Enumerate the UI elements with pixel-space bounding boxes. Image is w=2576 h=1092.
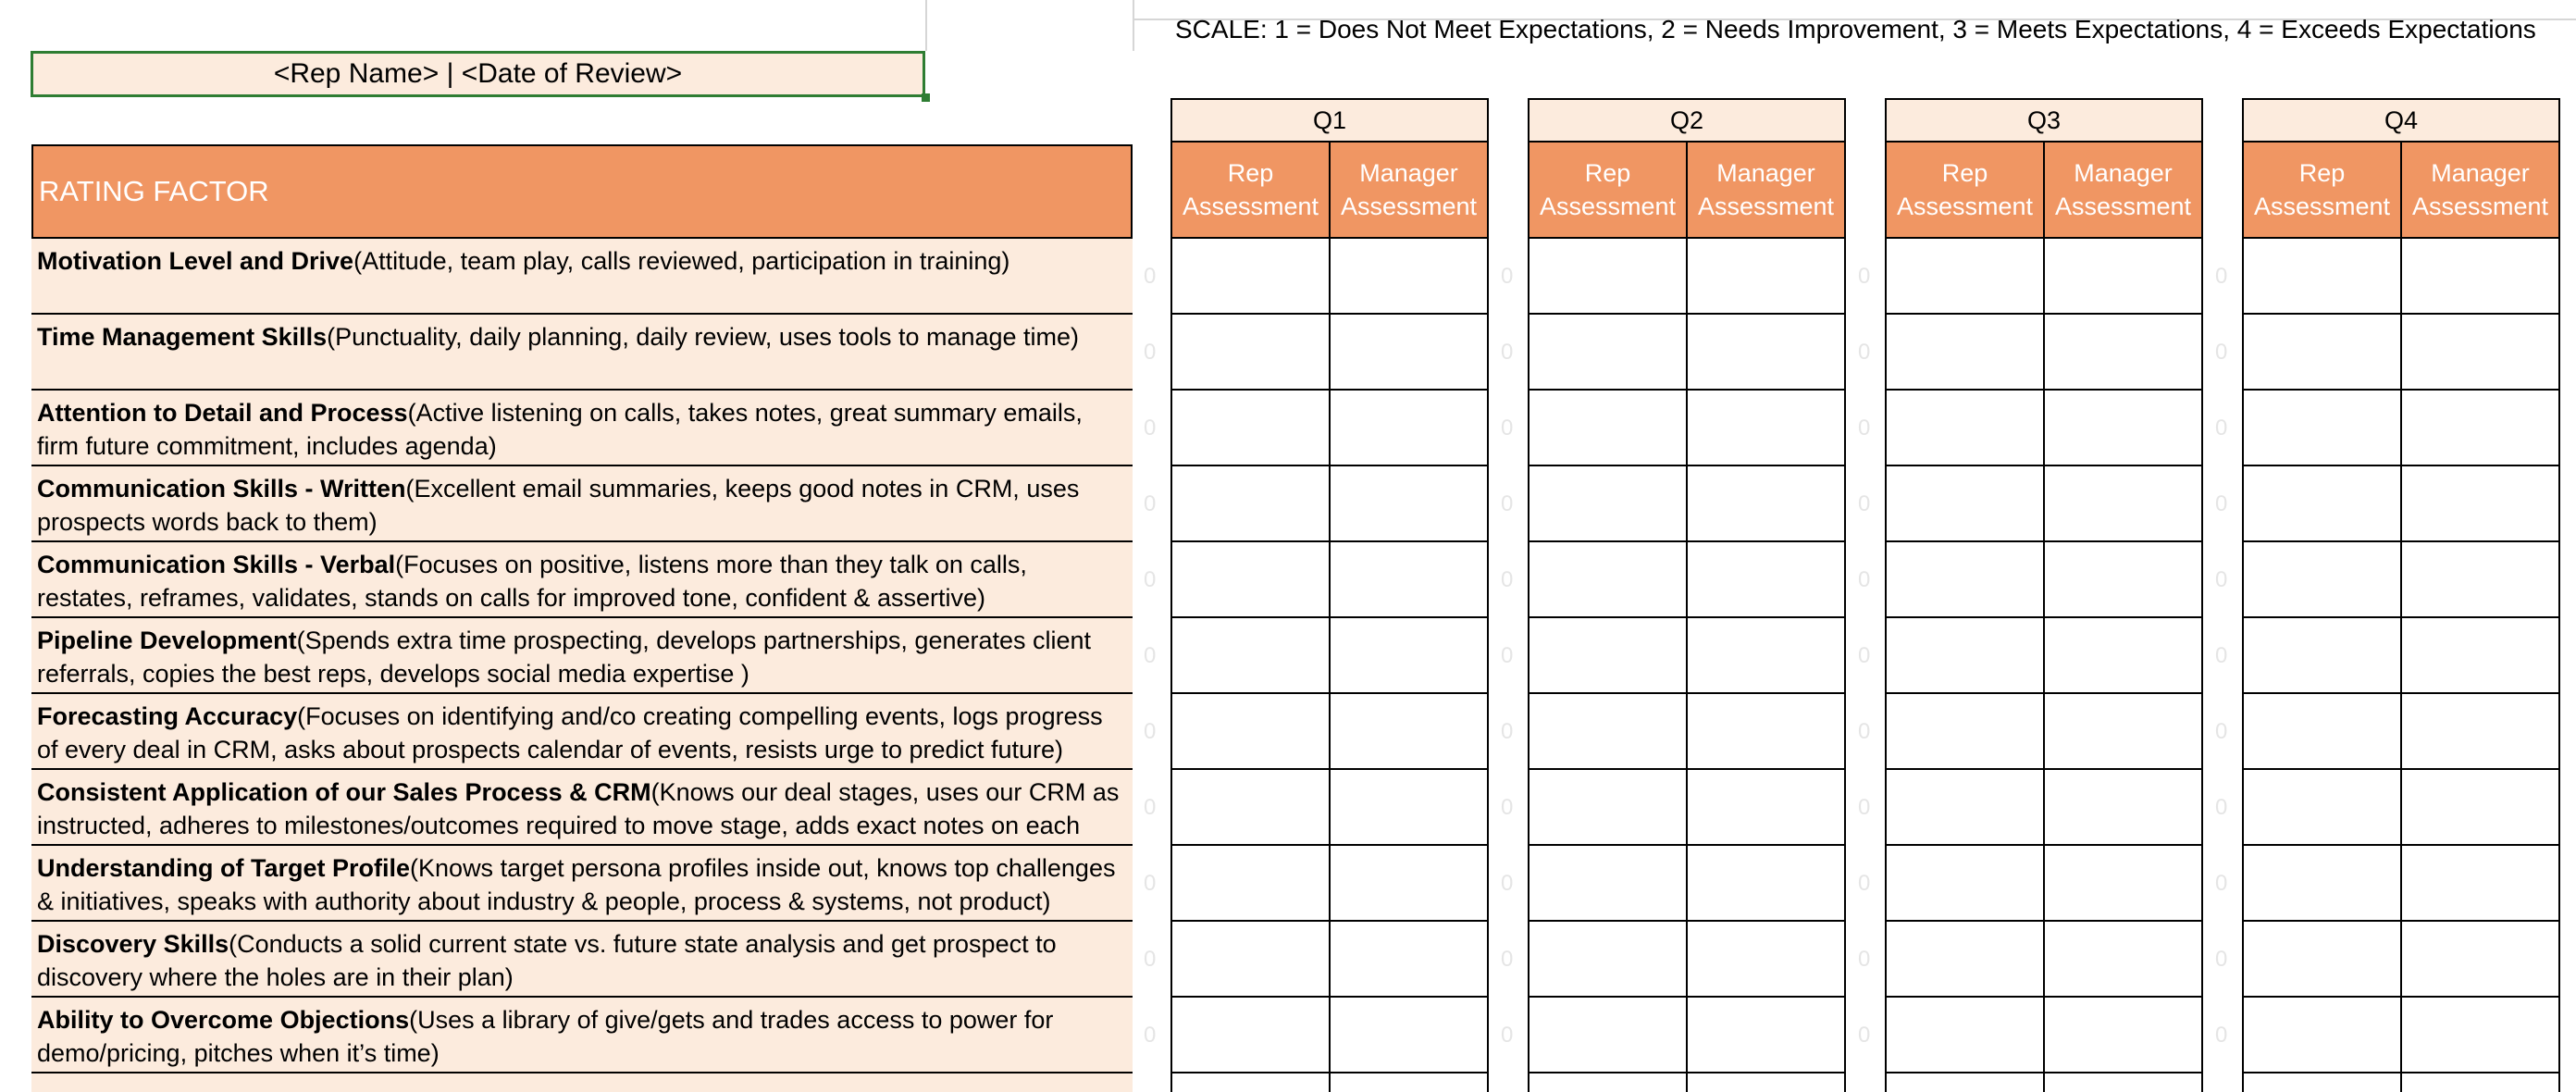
assessment-row [2242, 846, 2560, 922]
manager-score-cell[interactable] [1331, 239, 1489, 315]
assessment-row [1885, 542, 2203, 618]
rep-assessment-header[interactable]: Rep Assessment [2253, 159, 2391, 220]
quarter-block-q1 [1170, 98, 1489, 1092]
assessment-row [1528, 618, 1846, 694]
rep-score-cell[interactable] [2242, 770, 2402, 846]
manager-score-cell[interactable] [2402, 391, 2560, 466]
assessment-row [2242, 239, 2560, 315]
hidden-zero-value: 0 [1501, 340, 1514, 365]
hidden-zero-value: 0 [2215, 795, 2228, 820]
assessment-row [1170, 694, 1489, 770]
selection-fill-handle[interactable] [922, 93, 930, 102]
manager-score-cell[interactable] [1331, 542, 1489, 618]
rating-factor-name: Time Management Skills [37, 323, 328, 351]
hidden-zero-value: 0 [1144, 643, 1157, 668]
hidden-zero-value: 0 [1501, 1023, 1514, 1048]
rep-score-cell[interactable] [1528, 391, 1688, 466]
rating-factor-row[interactable] [31, 239, 1133, 315]
hidden-zero-value: 0 [1858, 264, 1871, 289]
rating-factor-name: Communication Skills - Verbal [37, 551, 396, 578]
assessment-row [1170, 239, 1489, 315]
hidden-zero-value: 0 [1858, 340, 1871, 365]
hidden-zero-value: 0 [1858, 491, 1871, 516]
rating-factor-description: (Knows our deal stages, uses our CRM as instructed, adheres to milestones/outcomes required to move stage, adds exact notes on each [37, 778, 1120, 839]
rating-factor-name: Communication Skills - Written [37, 475, 406, 503]
manager-score-cell[interactable] [1688, 770, 1846, 846]
rep-score-cell[interactable] [1528, 239, 1688, 315]
manager-score-cell[interactable] [1688, 391, 1846, 466]
rep-name-date-cell[interactable]: <Rep Name> | <Date of Review> [31, 51, 925, 97]
rep-score-cell[interactable] [1170, 998, 1331, 1073]
manager-score-cell[interactable] [2402, 542, 2560, 618]
manager-score-cell[interactable] [1688, 922, 1846, 998]
assessment-row [1170, 391, 1489, 466]
rep-score-cell[interactable] [1170, 770, 1331, 846]
assessment-row [1528, 846, 1846, 922]
assessment-row [1528, 542, 1846, 618]
hidden-zero-value: 0 [1501, 719, 1514, 744]
manager-score-cell[interactable] [1331, 694, 1489, 770]
assessment-row [1170, 922, 1489, 998]
rating-factor-row[interactable] [31, 618, 1133, 694]
rating-factor-name: Discovery Skills [37, 930, 229, 958]
hidden-zero-value: 0 [1144, 719, 1157, 744]
hidden-zero-value: 0 [2215, 1023, 2228, 1048]
rep-assessment-header[interactable]: Rep Assessment [1896, 159, 2034, 220]
hidden-zero-value: 0 [1501, 491, 1514, 516]
assessment-row [1170, 542, 1489, 618]
manager-score-cell[interactable] [1688, 315, 1846, 391]
assessment-row [1885, 618, 2203, 694]
assessment-row [1170, 846, 1489, 922]
rating-factor-description: (Spends extra time prospecting, develops partnerships, generates client referrals, copies the best reps, develops social media expertise ) [37, 627, 1092, 688]
hidden-zero-value: 0 [2215, 491, 2228, 516]
rep-score-cell[interactable] [2242, 922, 2402, 998]
assessment-row [1170, 466, 1489, 542]
manager-score-cell[interactable] [1331, 770, 1489, 846]
rep-score-cell[interactable] [2242, 391, 2402, 466]
hidden-zero-value: 0 [1144, 795, 1157, 820]
rep-score-cell[interactable] [1528, 466, 1688, 542]
manager-score-cell[interactable] [2045, 466, 2203, 542]
manager-score-cell[interactable] [2045, 542, 2203, 618]
hidden-zero-value: 0 [2215, 719, 2228, 744]
hidden-zero-value: 0 [1501, 871, 1514, 896]
quarter-block-q2 [1528, 98, 1846, 1092]
hidden-zero-value: 0 [2215, 416, 2228, 441]
assessment-row [1528, 466, 1846, 542]
rating-factor-row[interactable] [31, 694, 1133, 770]
rating-factor-name: Pipeline Development [37, 627, 297, 654]
rating-factor-row[interactable] [31, 998, 1133, 1073]
assessment-row [1885, 315, 2203, 391]
assessment-row [1528, 315, 1846, 391]
assessment-row [1528, 998, 1846, 1073]
manager-score-cell[interactable] [1688, 239, 1846, 315]
rep-score-cell[interactable] [1885, 239, 2045, 315]
assessment-row [1170, 1073, 1489, 1092]
assessment-row [1885, 466, 2203, 542]
rep-score-cell[interactable] [2242, 315, 2402, 391]
assessment-row [1528, 391, 1846, 466]
rep-score-cell[interactable] [1170, 618, 1331, 694]
manager-score-cell[interactable] [2045, 315, 2203, 391]
rating-factor-header[interactable]: RATING FACTOR [31, 144, 1133, 239]
manager-assessment-header[interactable]: Manager Assessment [1329, 143, 1487, 237]
hidden-zero-value: 0 [1501, 947, 1514, 972]
manager-score-cell[interactable] [2045, 998, 2203, 1073]
assessment-header-row [1528, 143, 1846, 239]
assessment-row [1528, 694, 1846, 770]
rating-factor-name: Ability to Overcome Objections [37, 1006, 410, 1034]
manager-score-cell[interactable] [2402, 315, 2560, 391]
hidden-zero-value: 0 [2215, 264, 2228, 289]
rep-score-cell[interactable] [1528, 542, 1688, 618]
assessment-row [1885, 922, 2203, 998]
manager-score-cell[interactable] [2045, 239, 2203, 315]
hidden-zero-value: 0 [2215, 871, 2228, 896]
hidden-zero-value: 0 [1144, 491, 1157, 516]
manager-score-cell[interactable] [2045, 618, 2203, 694]
rep-score-cell[interactable] [1528, 694, 1688, 770]
assessment-row [1885, 239, 2203, 315]
rep-assessment-header[interactable]: Rep Assessment [1539, 159, 1677, 220]
rep-score-cell[interactable] [2242, 618, 2402, 694]
manager-score-cell[interactable] [2402, 618, 2560, 694]
manager-score-cell[interactable] [2402, 466, 2560, 542]
manager-score-cell[interactable] [1688, 618, 1846, 694]
assessment-row [1528, 1073, 1846, 1092]
rep-score-cell[interactable] [1528, 315, 1688, 391]
hidden-zero-value: 0 [1858, 719, 1871, 744]
rating-factor-name: Understanding of Target Profile [37, 854, 411, 882]
manager-assessment-header[interactable]: Manager Assessment [1686, 143, 1844, 237]
hidden-zero-value: 0 [2215, 567, 2228, 592]
hidden-zero-value: 0 [1501, 567, 1514, 592]
manager-score-cell[interactable] [1688, 466, 1846, 542]
rating-factor-name: Forecasting Accuracy [37, 702, 298, 730]
manager-score-cell[interactable] [1688, 998, 1846, 1073]
rating-factor-description: (Conducts a solid current state vs. future state analysis and get prospect to discovery where the holes are in their plan) [37, 930, 1057, 991]
assessment-row [2242, 391, 2560, 466]
rep-score-cell[interactable] [2242, 998, 2402, 1073]
manager-score-cell[interactable] [1688, 846, 1846, 922]
manager-score-cell[interactable] [2045, 770, 2203, 846]
rating-factor-row[interactable] [31, 770, 1133, 846]
quarter-header[interactable]: Q3 [1885, 98, 2203, 143]
rating-factor-description: (Attitude, team play, calls reviewed, participation in training) [353, 247, 1010, 275]
rating-factor-row[interactable] [31, 466, 1133, 542]
hidden-zero-value: 0 [1501, 416, 1514, 441]
rating-factor-description: (Excellent email summaries, keeps good notes in CRM, uses prospects words back to them) [37, 475, 1080, 536]
rating-factor-row[interactable] [31, 846, 1133, 922]
rep-score-cell[interactable] [2242, 694, 2402, 770]
rep-score-cell[interactable] [1885, 618, 2045, 694]
manager-score-cell[interactable] [2045, 846, 2203, 922]
rep-score-cell[interactable] [1170, 1073, 1331, 1092]
rep-score-cell[interactable] [1528, 770, 1688, 846]
rep-score-cell[interactable] [1170, 391, 1331, 466]
quarter-header[interactable]: Q1 [1170, 98, 1489, 143]
manager-score-cell[interactable] [1331, 466, 1489, 542]
rep-score-cell[interactable] [1885, 770, 2045, 846]
rating-factor-row[interactable] [31, 315, 1133, 391]
assessment-row [2242, 770, 2560, 846]
rating-factor-name: Consistent Application of our Sales Process & CRM [37, 778, 651, 806]
rep-score-cell[interactable] [1885, 694, 2045, 770]
rep-score-cell[interactable] [1170, 922, 1331, 998]
hidden-zero-value: 0 [1858, 643, 1871, 668]
hidden-zero-value: 0 [1501, 795, 1514, 820]
manager-score-cell[interactable] [2045, 1073, 2203, 1092]
assessment-row [2242, 694, 2560, 770]
assessment-row [2242, 315, 2560, 391]
assessment-row [1885, 1073, 2203, 1092]
manager-score-cell[interactable] [1331, 846, 1489, 922]
hidden-zero-value: 0 [2215, 947, 2228, 972]
hidden-zero-value: 0 [1858, 1023, 1871, 1048]
assessment-row [1885, 694, 2203, 770]
quarter-header[interactable]: Q2 [1528, 98, 1846, 143]
rep-score-cell[interactable] [1885, 315, 2045, 391]
assessment-header-row [1885, 143, 2203, 239]
rep-score-cell[interactable] [1885, 1073, 2045, 1092]
manager-score-cell[interactable] [2402, 998, 2560, 1073]
assessment-row [2242, 542, 2560, 618]
rating-factor-name: Motivation Level and Drive [37, 247, 354, 275]
assessment-row [1528, 922, 1846, 998]
quarter-header[interactable]: Q4 [2242, 98, 2560, 143]
rep-score-cell[interactable] [1885, 922, 2045, 998]
hidden-zero-value: 0 [1501, 264, 1514, 289]
hidden-zero-value: 0 [1858, 416, 1871, 441]
assessment-row [1170, 770, 1489, 846]
rep-score-cell[interactable] [1528, 998, 1688, 1073]
manager-score-cell[interactable] [1688, 694, 1846, 770]
manager-score-cell[interactable] [1688, 1073, 1846, 1092]
hidden-zero-value: 0 [1858, 947, 1871, 972]
rep-score-cell[interactable] [2242, 1073, 2402, 1092]
rep-score-cell[interactable] [1170, 239, 1331, 315]
manager-score-cell[interactable] [2402, 694, 2560, 770]
assessment-row [1170, 618, 1489, 694]
assessment-row [1885, 391, 2203, 466]
assessment-row [2242, 466, 2560, 542]
manager-assessment-header[interactable]: Manager Assessment [2400, 143, 2558, 237]
rep-score-cell[interactable] [1170, 846, 1331, 922]
hidden-zero-value: 0 [1144, 340, 1157, 365]
rating-factor-description: (Focuses on positive, listens more than they talk on calls, restates, reframes, validates, stands on calls for improved tone, confident & assertive) [37, 551, 1027, 612]
assessment-row [1885, 998, 2203, 1073]
rating-factor-row[interactable] [31, 1073, 1133, 1092]
manager-score-cell[interactable] [2402, 1073, 2560, 1092]
gridline [925, 0, 927, 51]
rep-score-cell[interactable] [1885, 542, 2045, 618]
hidden-zero-value: 0 [1144, 264, 1157, 289]
rep-score-cell[interactable] [1528, 1073, 1688, 1092]
rep-score-cell[interactable] [2242, 466, 2402, 542]
rating-factor-description: (Uses a library of give/gets and trades access to power for demo/pricing, pitches when it’s time) [37, 1006, 1054, 1067]
hidden-zero-value: 0 [2215, 340, 2228, 365]
manager-score-cell[interactable] [2402, 770, 2560, 846]
hidden-zero-value: 0 [1144, 1023, 1157, 1048]
manager-score-cell[interactable] [2402, 922, 2560, 998]
hidden-zero-value: 0 [1144, 871, 1157, 896]
assessment-row [2242, 922, 2560, 998]
assessment-row [1528, 239, 1846, 315]
assessment-header-row [1170, 143, 1489, 239]
assessment-header-row [2242, 143, 2560, 239]
manager-score-cell[interactable] [2045, 922, 2203, 998]
assessment-row [2242, 1073, 2560, 1092]
rating-factor-description: (Focuses on identifying and/co creating compelling events, logs progress of every deal in CRM, asks about prospects calendar of events, resists urge to predict future) [37, 702, 1103, 763]
rating-factor-description: (Knows target persona profiles inside out, knows top challenges & initiatives, speaks with authority about industry & people, process & systems, not product) [37, 854, 1116, 915]
hidden-zero-value: 0 [1144, 947, 1157, 972]
assessment-row [2242, 998, 2560, 1073]
rep-score-cell[interactable] [1170, 466, 1331, 542]
rep-score-cell[interactable] [1885, 391, 2045, 466]
manager-score-cell[interactable] [1331, 1073, 1489, 1092]
rep-assessment-header[interactable]: Rep Assessment [1182, 159, 1319, 220]
rep-score-cell[interactable] [2242, 542, 2402, 618]
rating-factor-row[interactable] [31, 542, 1133, 618]
manager-score-cell[interactable] [2402, 846, 2560, 922]
hidden-zero-value: 0 [1858, 795, 1871, 820]
assessment-row [1170, 998, 1489, 1073]
quarter-block-q4 [2242, 98, 2560, 1092]
manager-score-cell[interactable] [1331, 391, 1489, 466]
assessment-row [2242, 618, 2560, 694]
rating-scale-legend: SCALE: 1 = Does Not Meet Expectations, 2 = Needs Improvement, 3 = Meets Expectations, 4 = Exceeds Expectations [1175, 15, 2536, 43]
manager-assessment-header[interactable]: Manager Assessment [2043, 143, 2201, 237]
rating-factor-name: Attention to Detail and Process [37, 399, 408, 427]
manager-score-cell[interactable] [2045, 694, 2203, 770]
rating-factor-row[interactable] [31, 922, 1133, 998]
rep-score-cell[interactable] [1885, 466, 2045, 542]
gridline [1133, 0, 1134, 51]
manager-score-cell[interactable] [1331, 315, 1489, 391]
rep-score-cell[interactable] [1885, 998, 2045, 1073]
rep-score-cell[interactable] [1528, 618, 1688, 694]
hidden-zero-value: 0 [1858, 871, 1871, 896]
rep-score-cell[interactable] [1885, 846, 2045, 922]
rep-score-cell[interactable] [1528, 922, 1688, 998]
assessment-row [1170, 315, 1489, 391]
rating-factor-row[interactable] [31, 391, 1133, 466]
hidden-zero-value: 0 [1144, 416, 1157, 441]
manager-score-cell[interactable] [2402, 239, 2560, 315]
manager-score-cell[interactable] [1688, 542, 1846, 618]
rep-score-cell[interactable] [2242, 846, 2402, 922]
manager-score-cell[interactable] [1331, 922, 1489, 998]
quarter-block-q3 [1885, 98, 2203, 1092]
rep-score-cell[interactable] [2242, 239, 2402, 315]
hidden-zero-value: 0 [1144, 567, 1157, 592]
assessment-row [1885, 846, 2203, 922]
rating-factor-description: (Punctuality, daily planning, daily review, uses tools to manage time) [327, 323, 1080, 351]
assessment-row [1528, 770, 1846, 846]
rating-factor-description: (Active listening on calls, takes notes, great summary emails, firm future commitment, includes agenda) [37, 399, 1083, 460]
rep-score-cell[interactable] [1170, 694, 1331, 770]
hidden-zero-value: 0 [1858, 567, 1871, 592]
rep-score-cell[interactable] [1528, 846, 1688, 922]
manager-score-cell[interactable] [1331, 998, 1489, 1073]
rep-score-cell[interactable] [1170, 542, 1331, 618]
hidden-zero-value: 0 [2215, 643, 2228, 668]
assessment-row [1885, 770, 2203, 846]
manager-score-cell[interactable] [1331, 618, 1489, 694]
hidden-zero-value: 0 [1501, 643, 1514, 668]
rep-score-cell[interactable] [1170, 315, 1331, 391]
manager-score-cell[interactable] [2045, 391, 2203, 466]
